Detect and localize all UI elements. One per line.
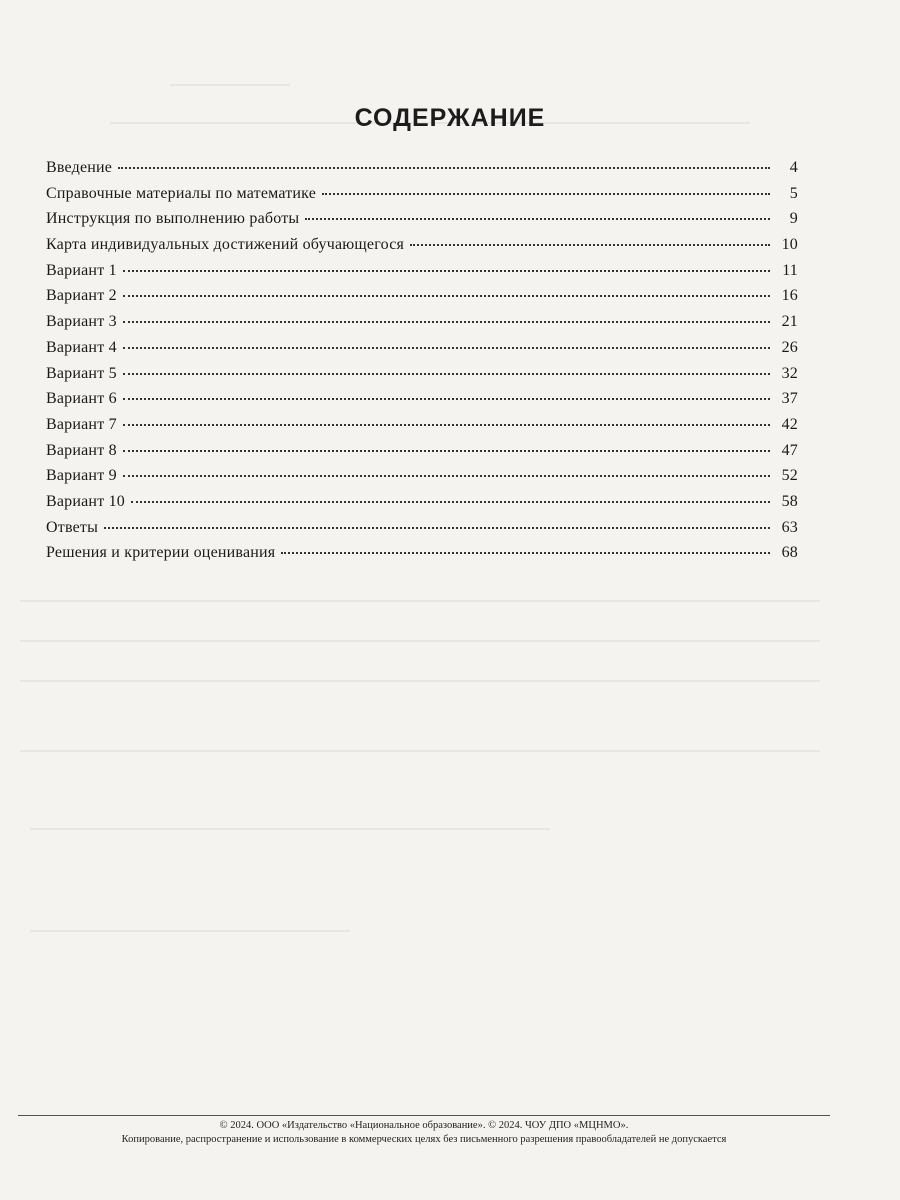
dot-leader xyxy=(123,347,770,349)
toc-entry-page: 26 xyxy=(781,338,798,356)
table-of-contents xyxy=(46,159,798,570)
dot-leader xyxy=(123,475,770,477)
toc-entry xyxy=(46,544,798,570)
toc-entry-label: Вариант 1 xyxy=(46,261,117,279)
dot-leader xyxy=(410,244,770,246)
toc-entry-page: 5 xyxy=(789,184,798,202)
toc-entry-label: Вариант 6 xyxy=(46,390,117,408)
dot-leader xyxy=(118,167,770,169)
toc-entry-page: 58 xyxy=(781,492,798,510)
toc-entry xyxy=(46,185,798,211)
toc-entry xyxy=(46,210,798,236)
toc-entry-page: 4 xyxy=(789,159,798,176)
toc-entry-page: 9 xyxy=(789,210,798,228)
toc-entry-label: Вариант 2 xyxy=(46,287,117,305)
toc-entry-page: 16 xyxy=(781,287,798,305)
toc-entry-page: 63 xyxy=(781,518,798,536)
toc-entry-page: 52 xyxy=(781,467,798,485)
dot-leader xyxy=(123,270,770,272)
copyright-footer xyxy=(18,1119,830,1147)
toc-entry-page: 10 xyxy=(781,236,798,254)
toc-entry-label: Решения и критерии оценивания xyxy=(46,544,276,562)
dot-leader xyxy=(281,552,770,554)
show-through-mark xyxy=(20,600,820,602)
toc-entry-label: Справочные материалы по математике xyxy=(46,184,317,202)
show-through-mark xyxy=(20,680,820,682)
toc-entry xyxy=(46,467,798,493)
toc-entry-label: Карта индивидуальных достижений обучающегося xyxy=(46,236,405,254)
toc-entry-page: 11 xyxy=(782,261,798,279)
dot-leader xyxy=(123,450,770,452)
toc-entry-label: Введение xyxy=(46,159,113,176)
toc-entry xyxy=(46,416,798,442)
dot-leader xyxy=(131,501,770,503)
dot-leader xyxy=(123,321,770,323)
toc-entry-page: 47 xyxy=(781,441,798,459)
toc-entry xyxy=(46,493,798,519)
footer-divider xyxy=(18,1115,830,1116)
show-through-mark xyxy=(170,84,290,86)
dot-leader xyxy=(104,527,770,529)
toc-entry-page: 42 xyxy=(781,415,798,433)
toc-entry xyxy=(46,313,798,339)
dot-leader xyxy=(305,218,770,220)
show-through-mark xyxy=(20,750,820,752)
dot-leader xyxy=(322,193,770,195)
toc-entry-label: Вариант 5 xyxy=(46,364,117,382)
page-title: СОДЕРЖАНИЕ xyxy=(354,104,546,132)
toc-entry-page: 37 xyxy=(781,390,798,408)
copyright-line: © 2024. ООО «Издательство «Национальное образование». © 2024. ЧОУ ДПО «МЦНМО». xyxy=(219,1120,629,1131)
toc-entry-label: Вариант 3 xyxy=(46,313,117,331)
toc-entry-label: Ответы xyxy=(46,518,99,536)
toc-entry xyxy=(46,159,798,185)
toc-entry xyxy=(46,287,798,313)
toc-entry xyxy=(46,390,798,416)
toc-entry-label: Вариант 8 xyxy=(46,441,117,459)
toc-entry xyxy=(46,365,798,391)
copyright-notice: Копирование, распространение и использование в коммерческих целях без письменного разрешения правообладателей не допускается xyxy=(121,1134,727,1145)
show-through-mark xyxy=(20,640,820,642)
toc-entry-label: Инструкция по выполнению работы xyxy=(46,210,300,228)
toc-entry-page: 32 xyxy=(781,364,798,382)
dot-leader xyxy=(123,398,770,400)
toc-entry-label: Вариант 4 xyxy=(46,338,117,356)
toc-entry-label: Вариант 10 xyxy=(46,492,125,510)
toc-entry xyxy=(46,262,798,288)
toc-entry xyxy=(46,442,798,468)
dot-leader xyxy=(123,295,770,297)
dot-leader xyxy=(123,373,770,375)
show-through-mark xyxy=(30,828,550,830)
toc-entry-page: 68 xyxy=(781,544,798,562)
dot-leader xyxy=(123,424,770,426)
toc-entry-label: Вариант 9 xyxy=(46,467,117,485)
toc-entry xyxy=(46,519,798,545)
toc-entry-page: 21 xyxy=(781,313,798,331)
toc-entry-label: Вариант 7 xyxy=(46,415,117,433)
toc-entry xyxy=(46,236,798,262)
toc-entry xyxy=(46,339,798,365)
show-through-mark xyxy=(30,930,350,932)
